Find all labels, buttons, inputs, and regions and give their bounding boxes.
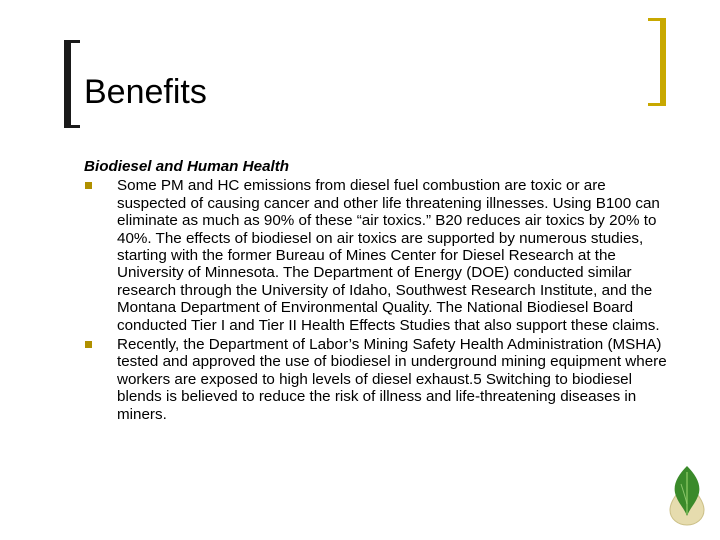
bullet-list [84,177,674,423]
slide-title: Benefits [84,73,207,111]
bullet-text: Recently, the Department of Labor’s Mining Safety Health Administration (MSHA) tested and approved the use of biodiesel in underground mining equipment where workers are exposed to high levels of diesel exhaust.5 Switching to biodiesel blends is believed to reduce the risk of illness and life-threatening diseases in miners. [117,336,667,423]
bullet-item [84,177,674,334]
square-bullet-icon [85,182,92,189]
subheading: Biodiesel and Human Health [84,158,290,175]
bullet-text: Some PM and HC emissions from diesel fuel combustion are toxic or are suspected of causing cancer and other life threatening illnesses. Using B100 can eliminate as much as 90% of these “air toxics.” B20 reduces air toxics by 20% to 40%. The effects of biodiesel on air toxics are supported by numerous studies, starting with the former Bureau of Mines Center for Diesel Research at the University of Minnesota. The Department of Energy (DOE) conducted similar research through the University of Idaho, Southwest Research Institute, and the Montana Department of Environmental Quality. The National Biodiesel Board conducted Tier I and Tier II Health Effects Studies that also support these claims. [117,177,660,334]
title-bracket-right [648,18,666,106]
biodiesel-logo-icon [664,464,710,526]
title-bracket-left [64,40,80,128]
slide-content [84,158,674,425]
square-bullet-icon [85,341,92,348]
bullet-item [84,336,674,423]
